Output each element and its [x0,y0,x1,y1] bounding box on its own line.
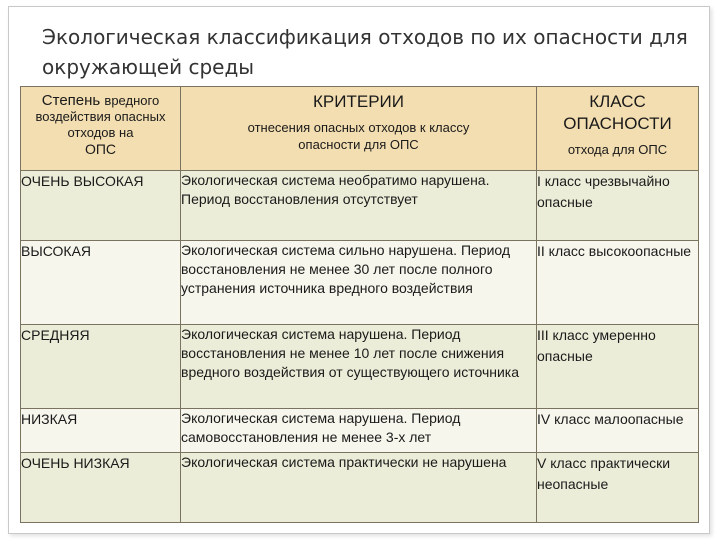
cell-class: V класс практически неопасные [537,453,699,523]
cell-class: I класс чрезвычайно опасные [537,171,699,241]
cell-class: II класс высокоопасные [537,241,699,325]
header-impact-degree [21,87,181,171]
cell-class: III класс умеренно опасные [537,325,699,409]
header-impact-rest: вредного [104,93,160,108]
header-impact-tail: ОПС [84,141,117,157]
table-row [21,325,699,409]
cell-level: НИЗКАЯ [21,409,181,453]
table-row [21,409,699,453]
header-criteria [181,87,537,171]
header-impact-lead: Степень [41,92,101,109]
cell-level: ОЧЕНЬ НИЗКАЯ [21,453,181,523]
header-class-sub: отхода для ОПС [567,142,668,157]
cell-level: СРЕДНЯЯ [21,325,181,409]
cell-level: ВЫСОКАЯ [21,241,181,325]
table-row [21,171,699,241]
header-hazard-class [537,87,699,171]
header-criteria-sub: отнесения опасных отходов к классу опасности для ОПС [247,120,470,152]
slide-title: Экологическая классификация отходов по их опасности для окружающей среды [42,25,688,79]
cell-criteria: Экологическая система нарушена. Период восстановления не менее 10 лет после снижения вредного воздействия от существующего источника [181,325,537,409]
cell-class: IV класс малоопасные [537,409,699,453]
cell-criteria: Экологическая система сильно нарушена. Период восстановления не менее 30 лет после полного устранения источника вредного воздействия [181,241,537,325]
table-header-row [21,87,699,171]
cell-level: ОЧЕНЬ ВЫСОКАЯ [21,171,181,241]
table-row [21,241,699,325]
header-criteria-main: КРИТЕРИИ [313,92,404,111]
header-impact-sub: воздействия опасных отходов на [35,109,166,140]
table-row [21,453,699,523]
cell-criteria: Экологическая система необратимо нарушена. Период восстановления отсутствует [181,171,537,241]
cell-criteria: Экологическая система практически не нарушена [181,453,537,523]
cell-criteria: Экологическая система нарушена. Период самовосстановления не менее 3-х лет [181,409,537,453]
header-class-main: КЛАСС ОПАСНОСТИ [563,92,672,133]
hazard-classification-table [20,86,699,523]
